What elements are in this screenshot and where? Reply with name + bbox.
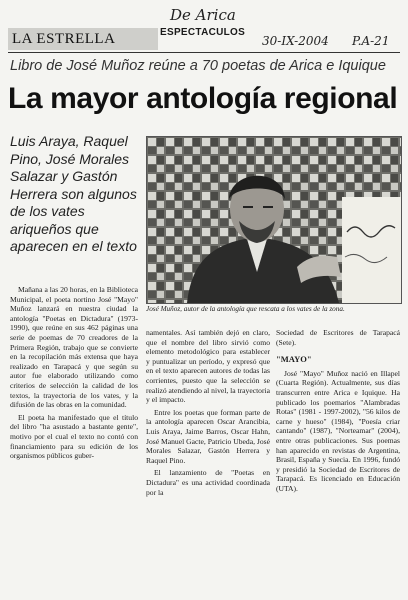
- article-kicker: Libro de José Muñoz reúne a 70 poetas de Arica e Iquique: [10, 58, 386, 74]
- photo-caption: José Muñoz, autor de la antología que rescata a los vates de la zona.: [146, 305, 345, 313]
- handwritten-page-note: P.A-21: [352, 34, 390, 48]
- article-lead: Luis Araya, Raquel Pino, José Morales Salazar y Gastón Herrera son algunos de los vates ariqueños que aparecen en el texto: [10, 133, 137, 254]
- body-paragraph: Sociedad de Escritores de Tarapacá (Sete).: [276, 328, 400, 347]
- body-paragraph: Entre los poetas que forman parte de la antología aparecen Oscar Arancibia, Luis Araya, Jaime Barros, Oscar Hahn, José Manuel Gacte, Patricio Ubeda, José Morales Salazar, Gastón Herrera y Raquel Pino.: [146, 407, 270, 465]
- handwritten-source-note: De Arica: [170, 6, 236, 24]
- body-paragraph: Mañana a las 20 horas, en la Biblioteca Municipal, el poeta nortino José "Mayo" Muñoz lanzará en nuestra ciudad la antología "Poetas en Dictadura" (1973-1990), que reúne en sus 462 páginas una serie de poemas de 70 creadores de la Primera Región, trabajo que se convierte en la recopilación más extensa que haya realizado en Tarapacá y que según su autor fue elaborado utilizando como criterios de selección la calidad de los textos, la trayectoria de los vates, y la difusión de las obras en la comunidad.: [10, 285, 138, 410]
- article-headline: La mayor antología regional: [8, 82, 398, 115]
- author-photo-illustration: [147, 137, 401, 303]
- article-column-3: [276, 328, 400, 497]
- author-photo: [146, 136, 402, 304]
- header-rule: [8, 52, 400, 53]
- handwritten-date-note: 30-IX-2004: [262, 34, 329, 48]
- article-column-2: [146, 328, 270, 500]
- body-paragraph: El poeta ha manifestado que el título del libro "ha asustado a bastante gente", motivo por el cual el texto no contó con financiamiento para su edición de los organismos públicos guber-: [10, 412, 138, 461]
- body-paragraph: El lanzamiento de "Poetas en Dictadura" es una actividad coordinada por la: [146, 468, 270, 497]
- subheading-mayo: "MAYO": [276, 354, 312, 365]
- body-paragraph: namentales. Así también dejó en claro, que el nombre del libro sirvió como elemento metodológico para establecer y puntualizar un período, y expresó que en el texto aparecen autores de todas las corrientes, puesto que la selección se realizó atendiendo al nivel, la trayectoria y el impacto.: [146, 328, 270, 405]
- body-paragraph: José "Mayo" Muñoz nació en Illapel (Cuarta Región). Actualmente, sus días transcurren entre Arica e Iquique. Ha publicado los poemarios "Alambradas Rotas" (1981 - 1997-2002), "56 kilos de carne y hueso" (1984), "Poesía criar cantando" (1987), "Norteamar" (2004), entre otras publicaciones. Sus poemas han aparecido en revistas de Argentina, Brasil, España y Suecia. En 1996, fundó y presidió la Sociedad de Escritores de Tarapacá. Es licenciado en Educación (UTA).: [276, 368, 400, 493]
- section-label: ESPECTACULOS: [160, 27, 246, 38]
- article-column-1: [10, 285, 138, 464]
- newspaper-name: LA ESTRELLA: [12, 31, 116, 47]
